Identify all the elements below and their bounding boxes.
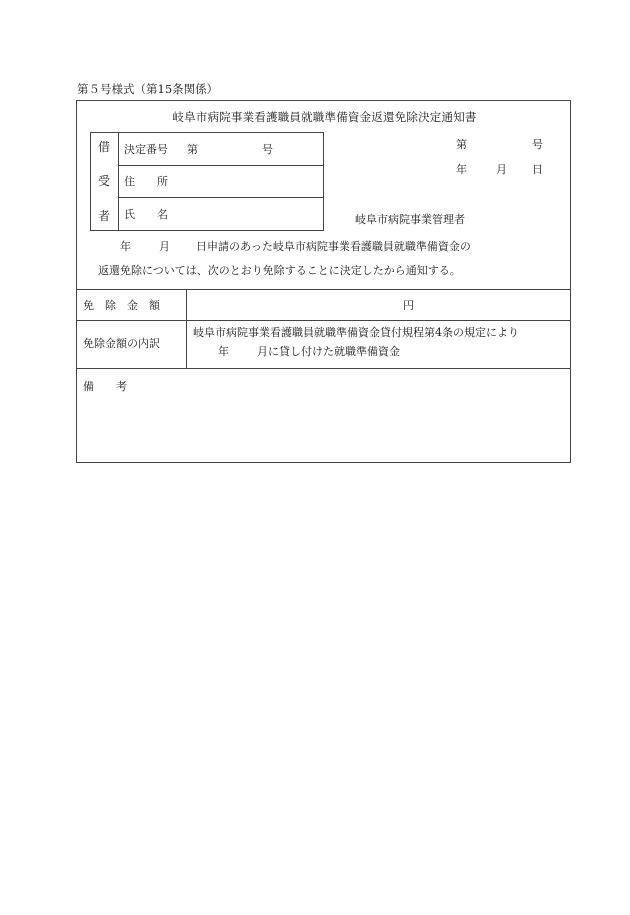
breakdown-text-line2: 月に貸し付けた就職準備資金 [257,345,400,358]
borrower-side-char: 受 [98,174,111,188]
issue-date-month: 月 [496,163,507,176]
issue-number-dai: 第 [456,138,467,151]
breakdown-text-line1: 岐阜市病院事業看護職員就職準備資金貸付規程第4条の規定により [193,326,519,339]
decision-number-dai: 第 [187,143,198,156]
borrower-box-divider [118,133,119,230]
body-text-line1: 日申請のあった岐阜市病院事業看護職員就職準備資金の [196,240,471,253]
table-column-divider [186,289,187,368]
issue-number-go: 号 [532,138,543,151]
body-year: 年 [120,240,131,253]
borrower-box [90,132,324,231]
address-label: 住 所 [124,175,168,188]
table-divider [77,368,570,369]
document-title: 岐阜市病院事業看護職員就職準備資金返還免除決定通知書 [172,110,477,124]
borrower-side-char: 借 [98,140,111,154]
issuer-title: 岐阜市病院事業管理者 [355,213,465,226]
borrower-box-row-line [118,197,323,198]
breakdown-year: 年 [218,345,229,358]
remarks-label: 備 考 [83,380,127,393]
decision-number-label: 決定番号 [124,143,168,156]
borrower-box-row-line [118,165,323,166]
issue-date-year: 年 [456,163,467,176]
issue-date-day: 日 [532,163,543,176]
table-divider [77,289,570,290]
name-label: 氏 名 [124,208,168,221]
body-month: 月 [159,240,170,253]
yen-unit: 円 [403,299,414,312]
decision-number-go: 号 [262,143,273,156]
table-divider [77,320,570,321]
notice-form [76,100,571,463]
exemption-breakdown-label: 免除金額の内訳 [83,337,160,350]
body-text-line2: 返還免除については、次のとおり免除することに決定したから通知する。 [98,264,461,277]
form-number-label: 第５号様式（第15条関係） [77,82,219,96]
borrower-side-char: 者 [98,209,111,223]
exemption-amount-label: 免 除 金 額 [83,299,160,312]
